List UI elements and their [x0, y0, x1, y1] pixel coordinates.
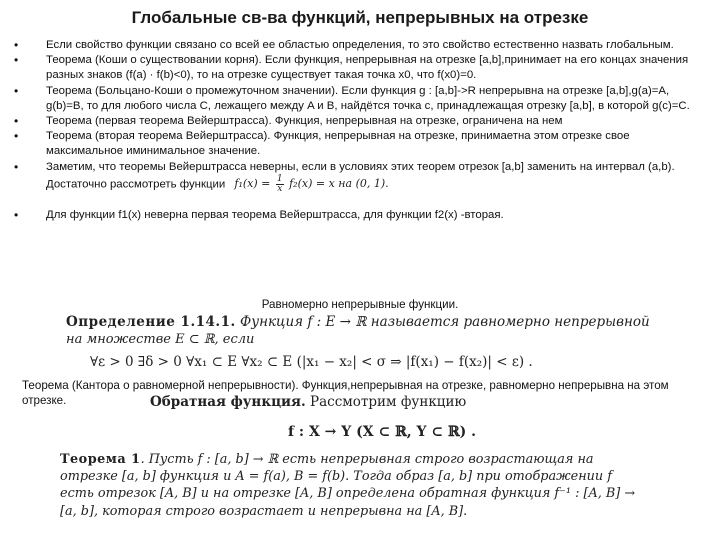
bullet-text: Теорема (Больцано-Коши о промежуточном значении). Если функция g : [a,b]->R непрерывна на отрезке [a,b],g(a)=A, g(b)=B, то для любого числа C, лежащего между A и B, найдётся точка c, принадлежащая отрезку [a,b], в которой g(c)=C.	[46, 84, 690, 112]
list-item	[0, 38, 720, 53]
bullet-dot: •	[14, 38, 19, 52]
bullet-text: Теорема (Коши о существовании корня). Если функция, непрерывная на отрезке [a,b],принимает на его концах значения разных знаков (f(a) · f(b)<0), то на отрезке существует такая точка x0, что f(x0)=0.	[46, 54, 689, 82]
bullet-list	[0, 38, 720, 223]
definition-label: Определение 1.14.1.	[66, 314, 236, 330]
formula-f1-left: f₁(x) =	[234, 177, 271, 191]
cantor-theorem: Теорема (Кантора о равномерной непрерывности). Функция,непрерывная на отрезке, равномерно непрерывна на этом отрезке.	[22, 379, 669, 407]
inverse-mapping: f : X → Y (X ⊂ ℝ, Y ⊂ ℝ) .	[288, 424, 476, 440]
bullet-dot: •	[14, 159, 19, 174]
bullet-text: Для функции f1(x) неверна первая теорема Вейерштрасса, для функции f2(x) -вторая.	[46, 208, 504, 221]
bullet-dot: •	[14, 207, 19, 222]
page-title: Глобальные св-ва функций, непрерывных на отрезке	[131, 8, 589, 27]
theorem-block	[60, 451, 635, 520]
bullet-text: Теорема (вторая теорема Вейерштрасса). Функция, непрерывная на отрезке, принимаетна этом отрезке свое максимальное иминимальное значение.	[46, 130, 630, 158]
list-item	[0, 84, 720, 114]
bullet-dot: •	[14, 114, 19, 129]
list-item	[0, 129, 720, 159]
bullet-dot: •	[14, 83, 19, 98]
inverse-label: Обратная функция.	[150, 394, 306, 410]
theorem-label: Теорема 1	[60, 452, 141, 467]
inverse-text: Рассмотрим функцию	[310, 394, 467, 410]
theorem-text: . Пусть f : [a, b] → ℝ есть непрерывная строго возрастающая на	[140, 452, 594, 467]
inverse-function-heading	[150, 394, 466, 410]
definition-text: Функция f : E → ℝ называется равномерно непрерывной	[240, 314, 650, 330]
list-item	[0, 208, 720, 223]
theorem-line: есть отрезок [A, B] и на отрезке [A, B] определена обратная функция f⁻¹ : [A, B] →	[60, 486, 636, 502]
definition-formula: ∀ε > 0 ∃δ > 0 ∀x₁ ⊂ E ∀x₂ ⊂ E (|x₁ − x₂| < σ ⇒ |f(x₁) − f(x₂)| < ε) .	[90, 354, 533, 370]
bullet-text: Заметим, что теоремы Вейерштрасса неверны, если в условиях этих теорем отрезок [a,b] заменить на интервал (a,b). Достаточно рассмотреть функции	[46, 160, 675, 191]
list-item	[0, 53, 720, 83]
theorem-line	[60, 451, 635, 468]
theorem-line: [a, b], которая строго возрастает и непрерывна на [A, B].	[60, 503, 468, 519]
bullet-dot: •	[14, 129, 19, 144]
list-item	[0, 160, 720, 194]
bullet-text: Если свойство функции связано со всей ее областью определения, то это свойство естественно назвать глобальным.	[46, 39, 674, 51]
definition-heading	[66, 314, 650, 330]
list-item	[0, 114, 720, 129]
fraction-numerator: 1	[276, 173, 283, 184]
inline-formula	[234, 173, 389, 194]
definition-line: на множестве E ⊂ ℝ, если	[66, 332, 255, 347]
theorem-line: отрезке [a, b] функция и A = f(a), B = f(b). Тогда образ [a, b] при отображении f	[60, 469, 612, 485]
fraction-denominator: x	[277, 183, 283, 194]
section-subheading: Равномерно непрерывные функции.	[261, 298, 459, 311]
bullet-text: Теорема (первая теорема Вейерштрасса). Функция, непрерывная на отрезке, ограничена на нем	[46, 115, 563, 128]
formula-f2: f₂(x) = x на (0, 1).	[289, 177, 389, 191]
fraction	[276, 175, 284, 194]
bullet-dot: •	[14, 53, 19, 68]
